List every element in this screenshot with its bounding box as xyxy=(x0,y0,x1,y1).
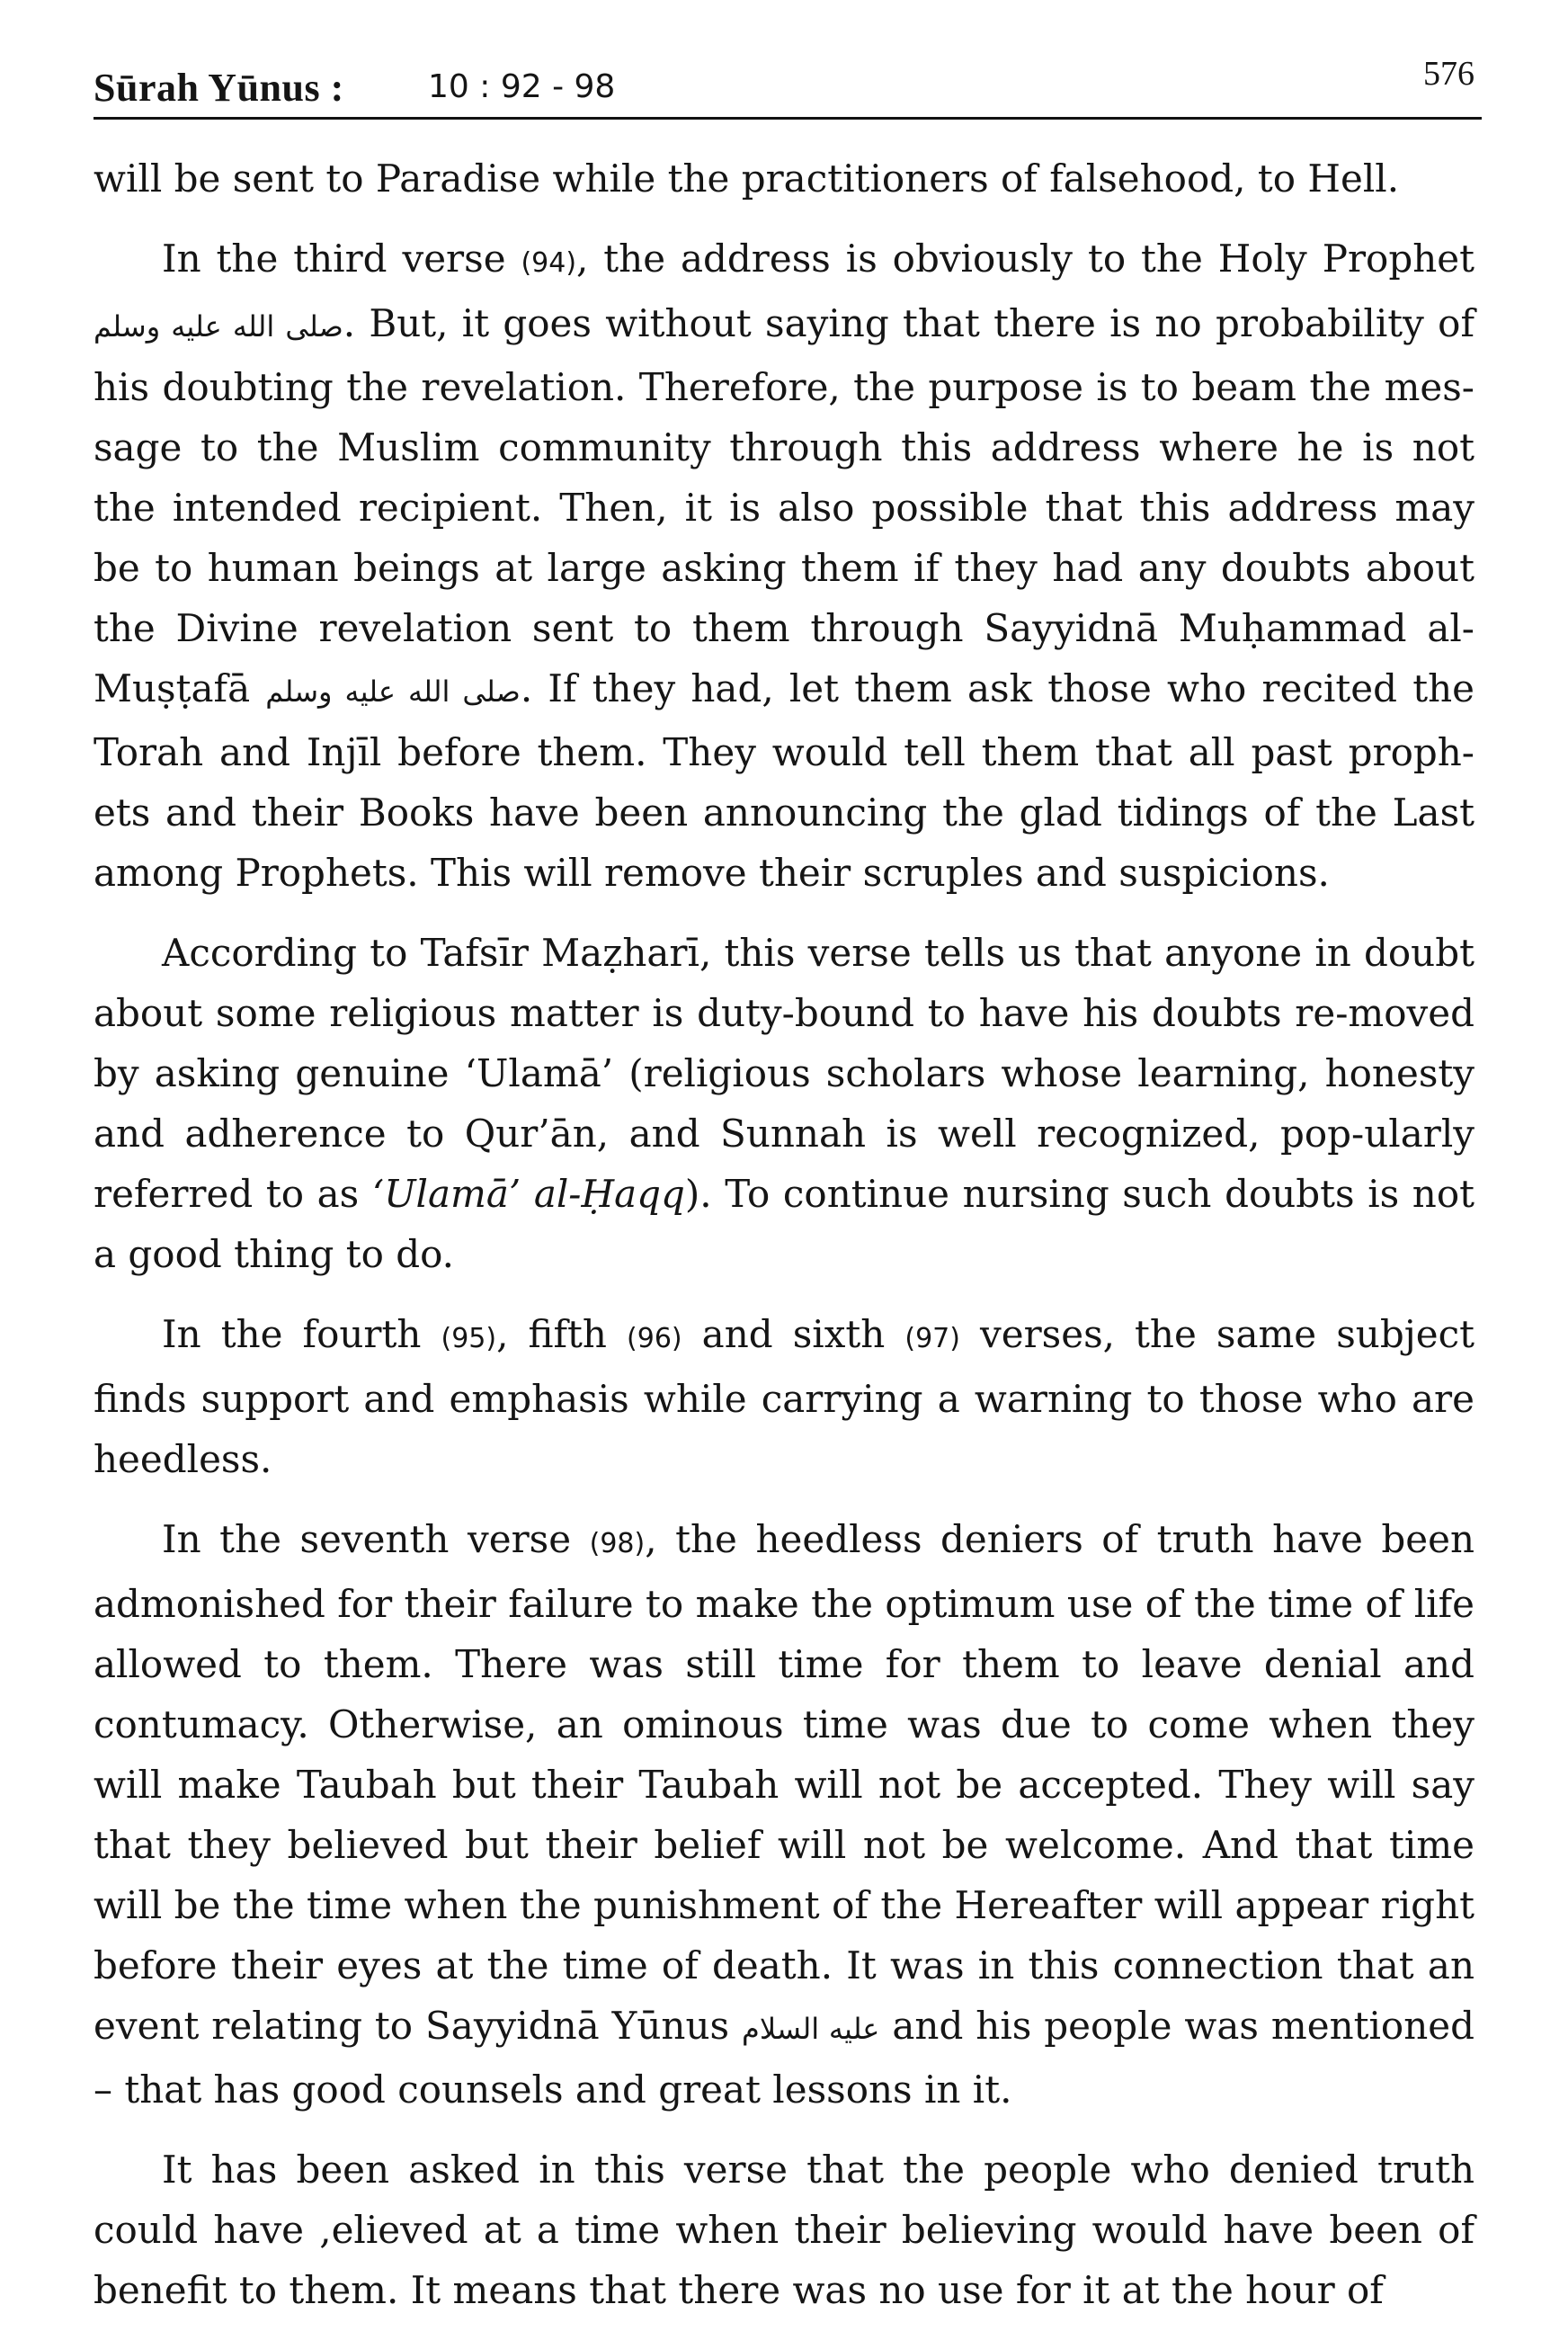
paragraph-third-verse xyxy=(94,228,1474,903)
paragraph-text: . If they had, let them ask those who recited the Torah and Injīl before them. They would tell them that all past proph-ets and their Books have been announcing the glad tidings of the Last among Prophets. This will remove their scruples and suspicions. xyxy=(94,666,1474,895)
paragraph-text: , the heedless deniers of truth have been admonished for their failure to make the optimum use of the time of life allowed to them. There was still time for them to leave denial and contumacy. Otherwise, an ominous time was due to come when they will make Taubah but their Taubah will not be accepted. They will say that they believed but their belief will not be welcome. And that time will be the time when the punishment of the Hereafter will appear right before their eyes at the time of death. It was in this connection that an event relating to Sayyidnā Yūnus xyxy=(94,1517,1474,2048)
verse-reference: 10 : 92 - 98 xyxy=(428,68,616,105)
verse-number: (95) xyxy=(441,1323,497,1354)
running-header xyxy=(94,54,1474,117)
verse-number: (97) xyxy=(904,1323,960,1354)
surah-title: Sūrah Yūnus : xyxy=(94,66,344,110)
paragraph-text: In the fourth xyxy=(162,1312,441,1356)
paragraph-text: ). To continue nursing such doubts is not a good thing to do. xyxy=(94,1172,1474,1276)
paragraph-text: and his people was mentioned – that has good counsels and great lessons in it. xyxy=(94,2004,1475,2112)
body-text xyxy=(94,148,1474,2340)
paragraph-text: , fifth xyxy=(496,1312,628,1356)
page-number: 576 xyxy=(1423,55,1474,93)
paragraph-text: According to Tafsīr Maẓharī, this verse tells us that anyone in doubt about some religious matter is duty-bound to have his doubts re-moved by asking genuine ‘Ulamā’ (religious scholars whose learning, honesty and adherence to Qur’ān, and Sunnah is well recognized, pop-ularly referred to as xyxy=(94,931,1474,1216)
arabic-salutation: صلى الله عليه وسلم xyxy=(265,674,521,709)
paragraph-text: In the third verse xyxy=(162,237,521,281)
arabic-salutation: عليه السلام xyxy=(742,2012,880,2046)
paragraph-text: will be sent to Paradise while the practitioners of falsehood, to Hell. xyxy=(94,156,1400,201)
paragraph-tafsir-mazhari xyxy=(94,923,1474,1284)
paragraph-text: In the seventh verse xyxy=(162,1517,590,1561)
paragraph-text: verses, the same subject finds support and emphasis while carrying a warning to those who are heedless. xyxy=(94,1312,1474,1481)
italic-term: ‘Ulamā’ al-Ḥaqq xyxy=(371,1172,685,1216)
arabic-salutation: صلى الله عليه وسلم xyxy=(94,309,343,344)
paragraph-fourth-to-sixth-verses xyxy=(94,1304,1474,1489)
verse-number: (96) xyxy=(627,1323,682,1354)
paragraph-text: , the address is obviously to the Holy Prophet xyxy=(576,237,1474,281)
paragraph-text: and sixth xyxy=(682,1312,905,1356)
paragraph-text: It has been asked in this verse that the people who denied truth could have ,elieved at a time when their believing would have been of benefit to them. It means that there was no use for it at the hour of xyxy=(94,2148,1474,2312)
verse-number: (98) xyxy=(589,1528,646,1559)
paragraph-belief-timing xyxy=(94,2139,1474,2320)
verse-number: (94) xyxy=(521,247,577,279)
paragraph-seventh-verse xyxy=(94,1509,1474,2120)
paragraph-text: . But, it goes without saying that there is no probability of his doubting the revelation. Therefore, the purpose is to beam the mes-sage to the Muslim community through this address where he is not the intended recipient. Then, it is also possible that this address may be to human beings at large asking them if they had any doubts about the Divine revelation sent to them through Sayyidnā Muḥammad al-Muṣṭafā xyxy=(94,301,1475,710)
paragraph-continuation xyxy=(94,148,1474,209)
header-rule xyxy=(94,117,1482,120)
